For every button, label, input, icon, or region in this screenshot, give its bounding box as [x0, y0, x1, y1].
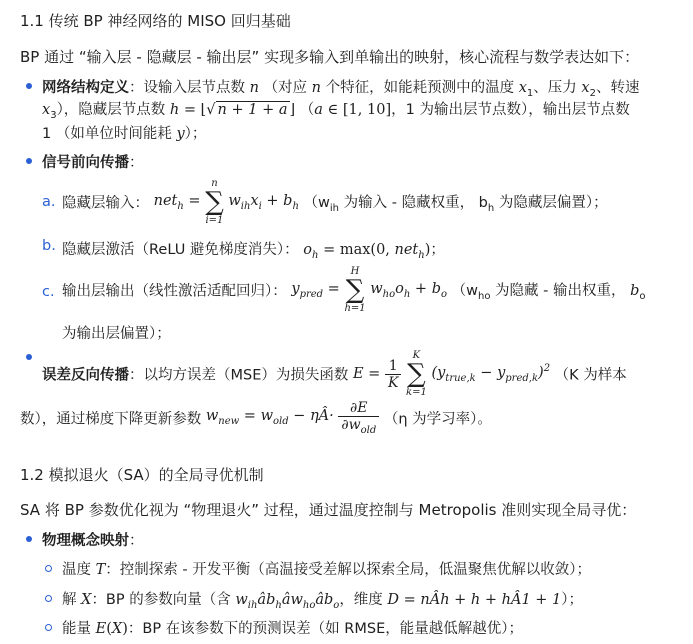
forward-b: 隐藏层激活（ReLU 避免梯度消失）： $o_h = \max(0$, net$_h$)；	[62, 242, 445, 261]
forward-label: 信号前向传播：	[42, 155, 144, 171]
backward-line-1: 误差反向传播：以均方误差（MSE）为损失函数 E = $\frac{1}{K}$ K ∑ k=1 $(y_{true,k} - y_{pred,k})^2$ （K 为样本	[42, 350, 627, 398]
forward-a: 隐藏层输入： net$_h$ = n ∑ i=1 $w_{ih}x_i + b_h$ （$w_{ih}$ 为输入 - 隐藏权重， $b_h$ 为隐藏层偏置）；	[62, 178, 608, 226]
list-marker-c: c.	[42, 284, 55, 300]
bullet-dot	[26, 158, 32, 164]
physics-item-2: 解 X：BP 的参数向量（含 $w_{ih}âb_hâw_{ho}âb_o$，维度 D = nÂh + h + hÂ1 + 1）；	[62, 592, 584, 611]
circle-bullet	[45, 624, 52, 631]
structure-line-2: $x_3$），隐藏层节点数 h = ⌊√ n + 1 + a ⌋ （a ∈ [1, 10]，1 为输出层节点数），输出层节点数	[42, 102, 630, 121]
circle-bullet	[45, 595, 52, 602]
list-marker-b: b.	[42, 238, 56, 254]
bullet-dot	[26, 83, 32, 89]
intro-1-2: SA 将 BP 参数优化视为 “物理退火” 过程，通过温度控制与 Metropolis 准则实现全局寻优：	[20, 501, 637, 519]
structure-line-1: 网络结构定义：设输入层节点数 n （对应 n 个特征，如能耗预测中的温度 $x_1$、压力 $x_2$、转速	[42, 80, 640, 99]
heading-1-1: 1.1 传统 BP 神经网络的 MISO 回归基础	[20, 12, 291, 30]
forward-c-line-2: 为输出层偏置）；	[62, 326, 171, 342]
structure-line-3: 1 （如单位时间能耗 y）；	[42, 126, 207, 142]
bullet-dot	[26, 536, 32, 542]
physics-item-1: 温度 T：控制探索 - 开发平衡（高温接受差解以探索全局，低温聚焦优解以收敛）；	[62, 562, 591, 578]
bullet-dot	[26, 354, 32, 360]
physics-label: 物理概念映射：	[42, 533, 144, 549]
circle-bullet	[45, 565, 52, 572]
intro-1-1: BP 通过 “输入层 - 隐藏层 - 输出层” 实现多输入到单输出的映射，核心流程与数学表达如下：	[20, 48, 640, 66]
backward-line-2: 数），通过梯度下降更新参数 $w_{new} = w_{old}$ − ηÂ· $\frac{\partial E}{\partial w_{old}}$ （η 为学习率）。	[20, 400, 492, 436]
forward-c: 输出层输出（线性激活适配回归）： $y_{pred}$ = H ∑ h=1 $w_{ho}o_h + b_o$ （$w_{ho}$ 为隐藏 - 输出权重， $b_o$	[62, 266, 646, 314]
heading-1-2: 1.2 模拟退火（SA）的全局寻优机制	[20, 466, 264, 484]
physics-item-3: 能量 E(X)：BP 在该参数下的预测误差（如 RMSE，能量越低解越优）；	[62, 621, 523, 637]
list-marker-a: a.	[42, 194, 56, 210]
